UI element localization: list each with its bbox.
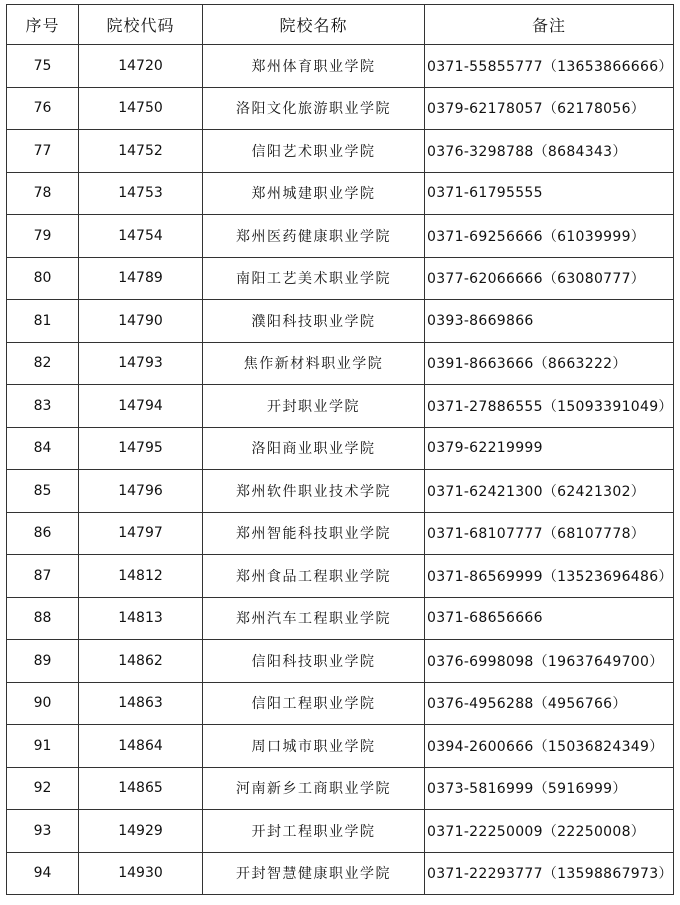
note-cell: 0371-62421300（62421302） — [425, 470, 674, 513]
serial-cell: 90 — [7, 682, 79, 725]
name-cell: 洛阳商业职业学院 — [203, 427, 425, 470]
note-cell: 0376-3298788（8684343） — [425, 130, 674, 173]
note-cell: 0371-55855777（13653866666） — [425, 45, 674, 88]
table-row — [7, 300, 674, 343]
name-cell: 郑州软件职业技术学院 — [203, 470, 425, 513]
serial-cell: 86 — [7, 512, 79, 555]
table-row — [7, 87, 674, 130]
note-cell: 0371-69256666（61039999） — [425, 215, 674, 258]
code-cell: 14794 — [79, 385, 203, 428]
table-row — [7, 172, 674, 215]
code-cell: 14795 — [79, 427, 203, 470]
serial-cell: 87 — [7, 555, 79, 598]
note-cell: 0391-8663666（8663222） — [425, 342, 674, 385]
serial-cell: 88 — [7, 597, 79, 640]
code-cell: 14797 — [79, 512, 203, 555]
note-cell: 0371-27886555（15093391049） — [425, 385, 674, 428]
code-cell: 14793 — [79, 342, 203, 385]
code-cell: 14752 — [79, 130, 203, 173]
code-cell: 14720 — [79, 45, 203, 88]
serial-cell: 85 — [7, 470, 79, 513]
name-cell: 开封智慧健康职业学院 — [203, 852, 425, 895]
code-cell: 14750 — [79, 87, 203, 130]
code-cell: 14753 — [79, 172, 203, 215]
header-note: 备注 — [425, 5, 674, 45]
note-cell: 0394-2600666（15036824349） — [425, 725, 674, 768]
serial-cell: 78 — [7, 172, 79, 215]
name-cell: 开封职业学院 — [203, 385, 425, 428]
table-row — [7, 767, 674, 810]
note-cell: 0371-86569999（13523696486） — [425, 555, 674, 598]
name-cell: 郑州城建职业学院 — [203, 172, 425, 215]
note-cell: 0377-62066666（63080777） — [425, 257, 674, 300]
note-cell: 0371-61795555 — [425, 172, 674, 215]
table-row — [7, 342, 674, 385]
code-cell: 14929 — [79, 810, 203, 853]
college-table — [6, 4, 674, 895]
table-row — [7, 725, 674, 768]
table-row — [7, 45, 674, 88]
table-row — [7, 215, 674, 258]
serial-cell: 91 — [7, 725, 79, 768]
serial-cell: 89 — [7, 640, 79, 683]
note-cell: 0373-5816999（5916999） — [425, 767, 674, 810]
name-cell: 南阳工艺美术职业学院 — [203, 257, 425, 300]
serial-cell: 94 — [7, 852, 79, 895]
table-row — [7, 555, 674, 598]
note-cell: 0393-8669866 — [425, 300, 674, 343]
name-cell: 信阳艺术职业学院 — [203, 130, 425, 173]
table-row — [7, 385, 674, 428]
serial-cell: 79 — [7, 215, 79, 258]
serial-cell: 76 — [7, 87, 79, 130]
code-cell: 14864 — [79, 725, 203, 768]
table-row — [7, 852, 674, 895]
name-cell: 濮阳科技职业学院 — [203, 300, 425, 343]
code-cell: 14863 — [79, 682, 203, 725]
name-cell: 洛阳文化旅游职业学院 — [203, 87, 425, 130]
serial-cell: 77 — [7, 130, 79, 173]
note-cell: 0376-4956288（4956766） — [425, 682, 674, 725]
name-cell: 信阳工程职业学院 — [203, 682, 425, 725]
header-name: 院校名称 — [203, 5, 425, 45]
table-row — [7, 597, 674, 640]
name-cell: 信阳科技职业学院 — [203, 640, 425, 683]
table-row — [7, 257, 674, 300]
code-cell: 14813 — [79, 597, 203, 640]
name-cell: 焦作新材料职业学院 — [203, 342, 425, 385]
note-cell: 0371-68656666 — [425, 597, 674, 640]
serial-cell: 82 — [7, 342, 79, 385]
note-cell: 0371-22250009（22250008） — [425, 810, 674, 853]
table-row — [7, 810, 674, 853]
serial-cell: 80 — [7, 257, 79, 300]
name-cell: 郑州汽车工程职业学院 — [203, 597, 425, 640]
serial-cell: 84 — [7, 427, 79, 470]
note-cell: 0371-68107777（68107778） — [425, 512, 674, 555]
note-cell: 0376-6998098（19637649700） — [425, 640, 674, 683]
name-cell: 开封工程职业学院 — [203, 810, 425, 853]
table-row — [7, 470, 674, 513]
name-cell: 周口城市职业学院 — [203, 725, 425, 768]
code-cell: 14796 — [79, 470, 203, 513]
table-row — [7, 512, 674, 555]
code-cell: 14754 — [79, 215, 203, 258]
note-cell: 0379-62178057（62178056） — [425, 87, 674, 130]
table-row — [7, 682, 674, 725]
name-cell: 郑州食品工程职业学院 — [203, 555, 425, 598]
serial-cell: 93 — [7, 810, 79, 853]
table-row — [7, 640, 674, 683]
table-body — [7, 45, 674, 895]
header-row — [7, 5, 674, 45]
code-cell: 14865 — [79, 767, 203, 810]
serial-cell: 75 — [7, 45, 79, 88]
name-cell: 郑州智能科技职业学院 — [203, 512, 425, 555]
serial-cell: 83 — [7, 385, 79, 428]
header-serial: 序号 — [7, 5, 79, 45]
header-code: 院校代码 — [79, 5, 203, 45]
name-cell: 郑州医药健康职业学院 — [203, 215, 425, 258]
code-cell: 14790 — [79, 300, 203, 343]
code-cell: 14789 — [79, 257, 203, 300]
code-cell: 14862 — [79, 640, 203, 683]
name-cell: 河南新乡工商职业学院 — [203, 767, 425, 810]
code-cell: 14812 — [79, 555, 203, 598]
note-cell: 0379-62219999 — [425, 427, 674, 470]
name-cell: 郑州体育职业学院 — [203, 45, 425, 88]
code-cell: 14930 — [79, 852, 203, 895]
note-cell: 0371-22293777（13598867973） — [425, 852, 674, 895]
serial-cell: 92 — [7, 767, 79, 810]
table-row — [7, 130, 674, 173]
serial-cell: 81 — [7, 300, 79, 343]
table-row — [7, 427, 674, 470]
